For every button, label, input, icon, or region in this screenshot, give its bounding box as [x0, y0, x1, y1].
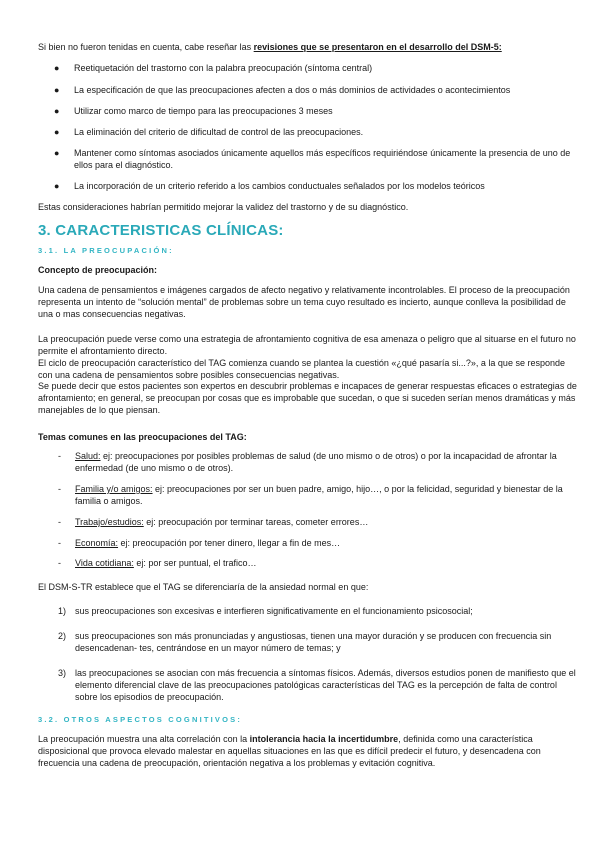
bullet-icon: ● [54, 148, 60, 158]
bullet-item [54, 85, 578, 97]
theme-label: Economía: [75, 538, 119, 548]
theme-text: ej: por ser puntual, el trafico… [133, 558, 257, 568]
intro-paragraph [38, 42, 578, 54]
paragraph: Se puede decir que estos pacientes son expertos en descubrir problemas e incapaces de generar respuestas eficaces o estrategias de afrontamiento; en general, se preocupan por cosas que es improbable que sucedan, o que si suceden serían menos dramáticas y más manejables de lo que piensan. [38, 381, 577, 415]
theme-label: Salud: [75, 451, 101, 461]
theme-item [58, 558, 578, 570]
bullet-text: La especificación de que las preocupaciones afecten a dos o más dominios de actividades o acontecimientos [74, 85, 511, 95]
theme-label: Familia y/o amigos: [75, 484, 153, 494]
numbered-item [58, 668, 578, 703]
bullet-text: Reetiquetación del trastorno con la palabra preocupación (síntoma central) [74, 63, 373, 73]
themes-heading: Temas comunes en las preocupaciones del TAG: [38, 432, 247, 442]
theme-item [58, 484, 578, 508]
bullet-icon: ● [54, 181, 60, 191]
intro-text: Si bien no fueron tenidas en cuenta, cabe reseñar las [38, 42, 254, 52]
number-marker: 1) [58, 606, 67, 616]
theme-text: ej: preocupaciones por posibles problemas de salud (de uno mismo o de otros) o por la incapacidad de afrontar la enfermedad (de uno mismo o de otros). [75, 451, 557, 473]
bullet-text: La eliminación del criterio de dificultad de control de las preocupaciones. [74, 127, 364, 137]
dash-marker: - [58, 517, 61, 527]
bullet-item [54, 148, 578, 171]
theme-text: ej: preocupación por terminar tareas, cometer errores… [143, 517, 369, 527]
dash-marker: - [58, 484, 61, 494]
bullet-item [54, 127, 578, 139]
intro-link: revisiones que se presentaron en el desarrollo del DSM-5: [253, 42, 502, 52]
bullet-text: Mantener como síntomas asociados únicamente aquellos más específicos requiriéndose únicamente la presencia de uno de ellos para el diagnóstico. [74, 148, 571, 170]
theme-text: ej: preocupación por tener dinero, llegar a fin de mes… [118, 538, 341, 548]
numbered-item [58, 631, 578, 655]
number-marker: 3) [58, 668, 67, 678]
bullet-text: La incorporación de un criterio referido a los cambios conductuales señalados por los modelos teóricos [74, 181, 485, 191]
bullet-text: Utilizar como marco de tiempo para las preocupaciones 3 meses [74, 106, 333, 116]
theme-label: Vida cotidiana: [75, 558, 134, 568]
theme-item [58, 451, 578, 475]
bullet-item [54, 106, 578, 118]
theme-item [58, 538, 578, 550]
dash-marker: - [58, 538, 61, 548]
section-title: 3. CARACTERISTICAS CLÍNICAS: [38, 222, 284, 239]
dash-marker: - [58, 558, 61, 568]
last-text-pre: La preocupación muestra una alta correlación con la [38, 734, 250, 744]
numbered-text: sus preocupaciones son más pronunciadas y angustiosas, tienen una mayor duración y se producen con frecuencia sin desencadenan- tes, centrándose en un mayor número de temas; y [75, 631, 552, 653]
closing-paragraph: Estas consideraciones habrían permitido mejorar la validez del trastorno y de su diagnóstico. [38, 202, 409, 212]
last-text-bold: intolerancia hacia la incertidumbre [249, 734, 399, 744]
paragraph: La preocupación puede verse como una estrategia de afrontamiento cognitiva de esa amenaza o peligro que al situarse en el futuro no permite el afrontamiento directo. [38, 334, 576, 356]
bullet-icon: ● [54, 63, 60, 73]
bullet-item [54, 181, 578, 193]
last-paragraph [38, 734, 578, 769]
bullet-icon: ● [54, 106, 60, 116]
numbered-text: sus preocupaciones son excesivas e interfieren significativamente en el funcionamiento psicosocial; [75, 606, 473, 616]
numbered-text: las preocupaciones se asocian con más frecuencia a síntomas físicos. Además, diversos estudios ponen de manifiesto que el elemento diferencial clave de las preocupaciones patológicas características del TAG es la percepción de falta de control sobre los episodios de preocupación. [75, 668, 576, 702]
bullet-icon: ● [54, 127, 60, 137]
subsection-title: 3.1. LA PREOCUPACIÓN: [38, 246, 174, 255]
dsm-paragraph: El DSM-S-TR establece que el TAG se diferenciaría de la ansiedad normal en que: [38, 582, 369, 592]
paragraph: El ciclo de preocupación característico del TAG comienza cuando se plantea la cuestión «¿qué pasaría si...?», a la que se responde con una cadena de pensamientos sobre posibles consecuencias negativas. [38, 358, 565, 380]
bullet-icon: ● [54, 85, 60, 95]
number-marker: 2) [58, 631, 67, 641]
numbered-item [58, 606, 578, 618]
concept-paragraph: Una cadena de pensamientos e imágenes cargados de afecto negativo y relativamente incontrolables. El proceso de la preocupación representa un intento de “solución mental” de problemas sobre un tema cuyo resultado es incierto, aunque conlleva la posibilidad de una o mas consecuencias negativas. [38, 285, 570, 319]
last-text-post: , definida como una característica disposicional que provoca elevado malestar en aquellas situaciones en las que es difícil predecir el futuro, y desencadena con frecuencia una cadena de preocupación, orientación negativa a los problemas y evitación cognitiva. [38, 734, 541, 768]
theme-label: Trabajo/estudios: [75, 517, 144, 527]
bullet-item [54, 63, 578, 75]
theme-item [58, 517, 578, 529]
theme-text: ej: preocupaciones por ser un buen padre, amigo, hijo…, o por la felicidad, seguridad y bienestar de la familia o amigos. [75, 484, 563, 506]
subsection-title: 3.2. OTROS ASPECTOS COGNITIVOS: [38, 715, 243, 724]
dash-marker: - [58, 451, 61, 461]
concept-heading: Concepto de preocupación: [38, 265, 158, 275]
